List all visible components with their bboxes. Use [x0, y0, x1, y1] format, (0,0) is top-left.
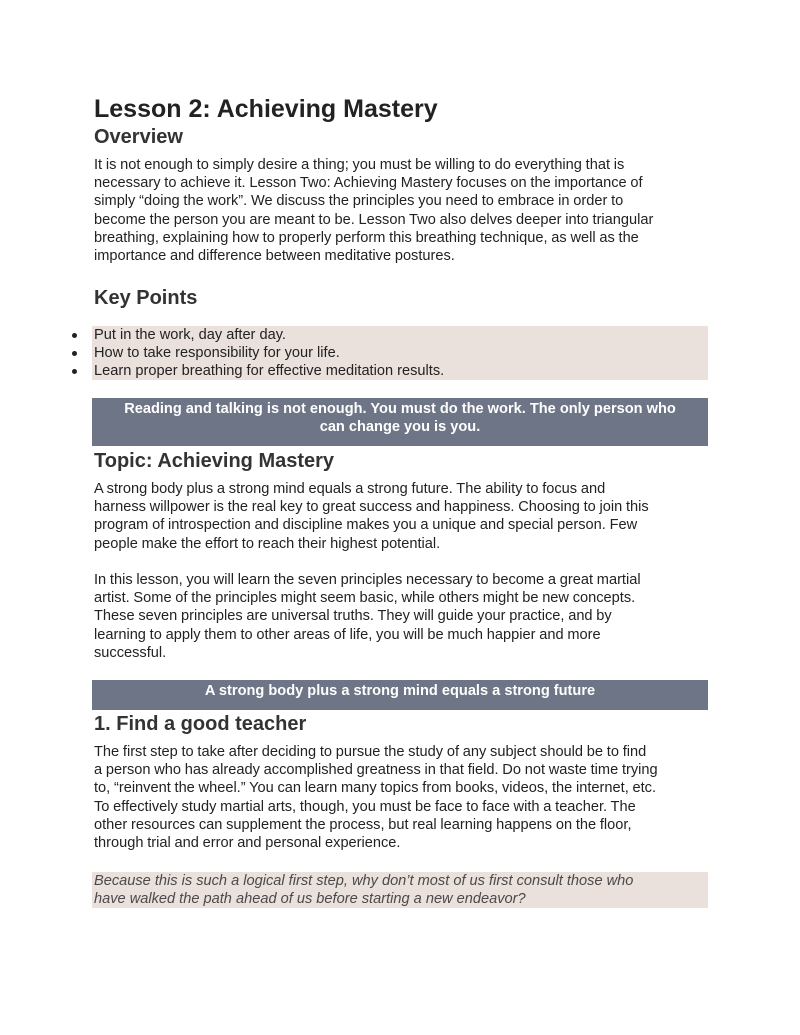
- topic-line: A strong body plus a strong mind equals a strong future. The ability to focus and: [94, 481, 606, 497]
- callout-line: can change you is you.: [319, 419, 481, 435]
- section-1-line: The first step to take after deciding to pursue the study of any subject should be to find: [94, 744, 647, 760]
- overview-line: breathing, explaining how to properly perform this breathing technique, as well as the: [94, 229, 639, 246]
- list-item: [72, 326, 444, 344]
- key-points-list: [72, 326, 444, 380]
- section-1-heading: 1. Find a good teacher: [94, 713, 307, 735]
- reflection-line: have walked the path ahead of us before starting a new endeavor?: [94, 891, 526, 907]
- topic-line: These seven principles are universal truths. They will guide your practice, and by: [94, 608, 612, 625]
- section-1-line: a person who has already accomplished greatness in that field. Do not waste time trying: [94, 762, 658, 779]
- section-1-line: to, “reinvent the wheel.” You can learn many topics from books, videos, the internet, etc.: [94, 780, 657, 797]
- reflection-line: Because this is such a logical first step, why don’t most of us first consult those who: [94, 873, 634, 889]
- overview-line: importance and difference between meditative postures.: [94, 248, 455, 265]
- reflection-question: [92, 872, 708, 908]
- key-point-text: Learn proper breathing for effective meditation results.: [94, 363, 445, 379]
- bullet-icon: [72, 351, 77, 356]
- section-1-line: through trial and error and personal experience.: [94, 835, 401, 852]
- topic-paragraph-1: [94, 480, 714, 553]
- topic-heading: Topic: Achieving Mastery: [94, 450, 335, 472]
- list-item: [72, 344, 444, 362]
- topic-line: artist. Some of the principles might seem basic, while others might be new concepts.: [94, 590, 636, 607]
- topic-line: successful.: [94, 644, 167, 661]
- overview-line: simply “doing the work”. We discuss the principles you need to embrace in order to: [94, 193, 624, 210]
- key-points-heading: Key Points: [94, 287, 198, 309]
- overview-line: It is not enough to simply desire a thing; you must be willing to do everything that is: [94, 157, 625, 173]
- section-1-line: other resources can supplement the process, but real learning happens on the floor,: [94, 816, 632, 833]
- topic-line: people make the effort to reach their highest potential.: [94, 535, 441, 552]
- topic-line: In this lesson, you will learn the seven principles necessary to become a great martial: [94, 572, 641, 588]
- topic-line: harness willpower is the real key to great success and happiness. Choosing to join this: [94, 499, 649, 516]
- overview-line: become the person you are meant to be. Lesson Two also delves deeper into triangular: [94, 211, 654, 228]
- overview-heading: Overview: [94, 126, 183, 148]
- section-1-line: To effectively study martial arts, though, you must be face to face with a teacher. The: [94, 798, 636, 815]
- callout-banner-strong-body: [92, 680, 708, 710]
- bullet-icon: [72, 333, 77, 338]
- list-item: [72, 362, 444, 380]
- topic-line: program of introspection and discipline makes you a unique and special person. Few: [94, 517, 638, 534]
- overview-line: necessary to achieve it. Lesson Two: Achieving Mastery focuses on the importance of: [94, 175, 643, 192]
- key-point-text: Put in the work, day after day.: [94, 327, 286, 343]
- bullet-icon: [72, 369, 77, 374]
- callout-line: Reading and talking is not enough. You must do the work. The only person who: [124, 401, 676, 417]
- callout-banner-work: [92, 398, 708, 446]
- overview-paragraph: [94, 156, 714, 265]
- callout-line: A strong body plus a strong mind equals a strong future: [204, 683, 596, 699]
- topic-line: learning to apply them to other areas of life, you will be much happier and more: [94, 626, 601, 643]
- topic-paragraph-2: [94, 571, 714, 662]
- key-point-text: How to take responsibility for your life.: [94, 345, 340, 361]
- lesson-title: Lesson 2: Achieving Mastery: [94, 95, 438, 123]
- section-1-paragraph: [94, 743, 714, 852]
